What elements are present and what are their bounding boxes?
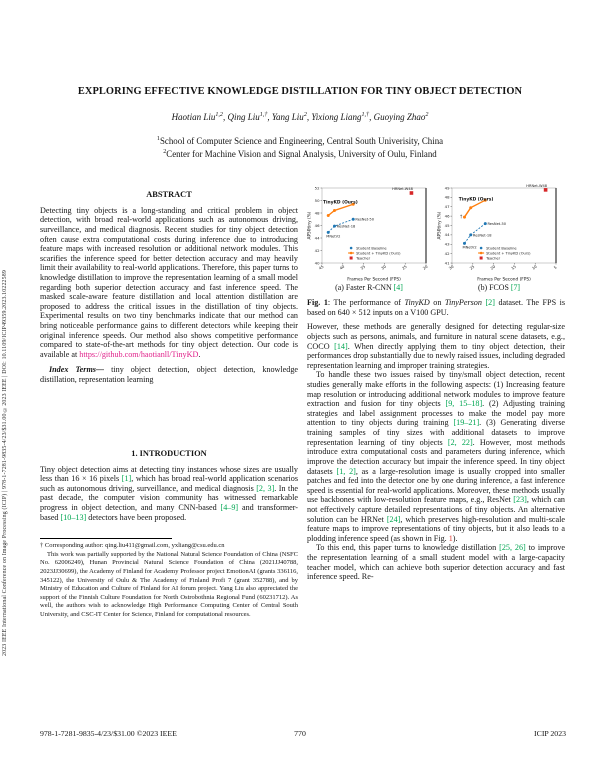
svg-text:47: 47 (444, 203, 450, 209)
chart-fcos (437, 183, 561, 282)
svg-text:46: 46 (444, 213, 450, 219)
svg-text:41: 41 (444, 260, 450, 266)
copyright-notice: 978-1-7281-9835-4/23/$31.00 ©2023 IEEE (40, 729, 177, 738)
affiliations (0, 135, 600, 161)
index-terms: Index Terms— tiny object detection, object detection, knowledge distillation, representation learning (40, 365, 298, 385)
svg-text:30: 30 (447, 263, 455, 271)
paper-header (0, 0, 600, 161)
citation-link[interactable]: [1] (121, 474, 132, 484)
citation-link[interactable]: [24] (386, 514, 401, 524)
citation-link[interactable]: [19–21] (453, 418, 480, 428)
svg-text:20: 20 (489, 263, 497, 271)
citation-link[interactable]: [23] (513, 495, 527, 505)
svg-text:HRNet-W48: HRNet-W48 (392, 186, 413, 191)
citation-link[interactable]: [2, 3] (256, 483, 275, 493)
chart-faster-rcnn (307, 183, 431, 282)
affiliation-1: $^1$School of Computer Science and Engineering, Central South Univerisity, China (156, 136, 444, 146)
figure-1b (437, 183, 561, 292)
author-line: Haotian Liu$^{1,2}$, Qing Liu$^{1,\dagger}$, Yang Liu$^2$, Yixiong Liang$^{1,\dagger}$, Guoying Zhao$^2$ (171, 112, 429, 122)
svg-text:†: † (459, 214, 463, 220)
svg-text:TinyKD (Ours): TinyKD (Ours) (458, 197, 494, 203)
svg-text:42: 42 (444, 250, 450, 256)
svg-text:MNetV2: MNetV2 (462, 245, 477, 250)
svg-text:46: 46 (314, 222, 320, 228)
svg-text:44: 44 (444, 231, 450, 237)
svg-text:ResNet-18: ResNet-18 (472, 233, 492, 238)
right-column (307, 183, 565, 620)
figure-1a (307, 183, 431, 292)
svg-text:45: 45 (444, 222, 450, 228)
left-column (40, 183, 298, 620)
svg-text:43: 43 (444, 241, 450, 247)
svg-text:MNetV2: MNetV2 (326, 234, 341, 239)
citation-link[interactable]: [4–9] (220, 503, 239, 513)
figure-ref-link[interactable]: 1 (448, 533, 453, 543)
body-paragraph: However, these methods are generally designed for detecting regular-size objects such as persons, animals, and furniture in natural scene datasets, e.g., COCO [14]. When directly applying them to tiny object detection, their performances drop substantially due to newly raised issues, including degraded representation learning and improper training strategies. (307, 322, 565, 370)
svg-text:5: 5 (552, 264, 558, 270)
citation-link[interactable]: [4] (393, 282, 403, 292)
svg-text:ResNet-18: ResNet-18 (336, 224, 356, 229)
svg-text:25: 25 (400, 263, 408, 271)
citation-link[interactable]: [9, 15–18] (445, 399, 483, 409)
svg-text:Student Baseline: Student Baseline (356, 246, 387, 251)
svg-text:25: 25 (468, 263, 476, 271)
svg-text:ResNet-50: ResNet-50 (487, 221, 507, 226)
svg-text:44: 44 (314, 235, 320, 241)
svg-text:49: 49 (444, 185, 450, 191)
code-link[interactable]: https://github.com/haotianll/TinyKD (79, 349, 199, 359)
svg-text:20: 20 (421, 263, 429, 271)
svg-text:TinyKD (Ours): TinyKD (Ours) (323, 200, 358, 206)
subcaption-b: (b) FCOS [7] (477, 282, 521, 292)
citation-link[interactable]: [2] (485, 298, 495, 308)
svg-text:ResNet-50: ResNet-50 (355, 217, 375, 222)
figure-1-caption: Fig. 1: The performance of TinyKD on TinyPerson [2] dataset. The FPS is based on 640 × 512 inputs on a V100 GPU. (307, 298, 566, 317)
citation-link[interactable]: [7] (510, 282, 521, 292)
svg-text:Student + TinyKD (Ours): Student + TinyKD (Ours) (356, 251, 401, 256)
footnote-block (40, 538, 298, 619)
citation-link[interactable]: [14] (334, 341, 348, 351)
two-column-body (40, 183, 566, 620)
svg-text:Teacher: Teacher (356, 256, 371, 261)
svg-text:10: 10 (530, 263, 538, 271)
svg-text:52: 52 (314, 185, 320, 191)
subcaption-a: (a) Faster R-CNN [4] (335, 282, 403, 292)
svg-text:Frames Per Second (FPS): Frames Per Second (FPS) (477, 277, 531, 282)
svg-text:50: 50 (314, 197, 320, 203)
ieee-side-strip: 2023 IEEE International Conference on Image Processing (ICIP) | 978-1-7281-9835-4/23/$31.00 ©2023 IEEE | DOI: 10.1109/ICIP49359.2023.10222589 (2, 270, 8, 656)
citation-link[interactable]: [2, 22] (447, 437, 473, 447)
svg-text:Teacher: Teacher (486, 256, 501, 261)
body-paragraph: To this end, this paper turns to knowledge distillation [25, 26] to improve the representation learning of a small student model with a large-capacity teacher model, which can achieve both superior detection accuracy and fast inference speed. Re- (307, 543, 565, 582)
footnote-acknowledgements: This work was partially supported by the National Natural Science Foundation of China (NSFC No. 62006249), Hunan Provincial Natural Science Foundation of China (2021JJ40788, 2023JJ30699), the Academy of Finland for Academy Professor project EmotionAI (grants 336116, 345122), the University of Oulu & The Academy of Finland Profi 7 (grant 352788), and by Ministry of Education and Culture of Finland for AI forum project. Yang Liu also appreciated the support of the Finnish Culture Foundation for North Ostrobothnia Regional Fund (60231712). As well, the authors wish to acknowledge High Performance Computing Center of Central South University, and CSC-IT Center for Science, Finland for computational resources. (40, 550, 298, 618)
footnote-rule (40, 538, 172, 539)
abstract-heading: ABSTRACT (146, 189, 192, 199)
citation-link[interactable]: [1, 2] (336, 466, 356, 476)
svg-text:40: 40 (338, 263, 346, 271)
svg-text:45: 45 (317, 263, 325, 271)
conference-name: ICIP 2023 (534, 729, 566, 738)
svg-text:30: 30 (380, 263, 387, 271)
svg-text:35: 35 (359, 263, 367, 271)
svg-text:HRNet-W48: HRNet-W48 (526, 183, 548, 188)
page-number: 770 (294, 729, 306, 738)
svg-text:Student Baseline: Student Baseline (486, 246, 517, 251)
introduction-paragraph: Tiny object detection aims at detecting tiny instances whose sizes are usually less than 16 × 16 pixels [1], which has broad real-world application scenarios such as autonomous driving, surveillance, and medical diagnosis [2, 3]. In the past decade, the computer vision community has witnessed remarkable progress in object detection, and many CNN-based [4–9] and transformer-based [10–13] detectors have been proposed. (40, 464, 299, 522)
introduction-heading: 1. INTRODUCTION (131, 448, 207, 458)
svg-text:40: 40 (314, 260, 320, 266)
page-title: EXPLORING EFFECTIVE KNOWLEDGE DISTILLATION FOR TINY OBJECT DETECTION (77, 86, 523, 97)
figure-1 (307, 183, 565, 292)
svg-text:AP50tiny (%): AP50tiny (%) (437, 211, 443, 240)
svg-text:48: 48 (314, 210, 320, 216)
svg-text:15: 15 (510, 263, 517, 271)
citation-link[interactable]: [10–13] (60, 512, 87, 522)
footnote-corresponding-author: † Corresponding author: qing.liu411@gmail.com, yxliang@csu.edu.cn (40, 542, 225, 550)
body-paragraph: To handle these two issues raised by tiny/small object detection, recent studies generally make efforts in the following aspects: (1) Increasing feature map resolution or introducing additional network modules to improve feature extraction and fusion for tiny objects [9, 15–18]. (2) Adjusting training strategies and label assignment processes to make the model pay more attention to tiny objects during training [19–21]. (3) Generating diverse training samples of tiny sizes with additional datasets to improve representation learning of tiny objects [2, 22]. However, most methods introduce extra computational costs and parameters during inference, which improve the detection accuracy but impair the inference speed. In tiny object datasets [1, 2], as a large-resolution image is usually cropped into smaller patches and fed into the detector one by one during inference, a fast inference speed is essential for real-world applications. Moreover, these methods usually use backbones with low-resolution feature maps, e.g., ResNet [23], which can not effectively capture detailed representations of tiny objects. An alternative solution can be HRNet [24], which preserves high-resolution and multi-scale feature maps to improve representations of tiny objects, but it also leads to a plodding inference speed (as shown in Fig. 1). (307, 370, 566, 543)
affiliation-2: $^2$Center for Machine Vision and Signal Analysis, University of Oulu, Finland (163, 148, 437, 159)
svg-text:48: 48 (444, 194, 450, 200)
svg-text:42: 42 (314, 247, 320, 253)
abstract-text: Detecting tiny objects is a long-standing and critical problem in object detection, with broad real-world applications such as autonomous driving, surveillance, and medical diagnosis. Recent studies for tiny object detection often cause extra computational costs during inference due to introducing feature maps with increased resolution or additional network modules. This scarifies the inference speed for better detection accuracy and may heavily limit their availability to real-world applications. Therefore, this paper turns to knowledge distillation to improve the representation learning of a small model regarding both superior detection accuracy and fast inference speed. The masked scale-aware feature distillation and local attention distillation are proposed to address the critical issues in the distillation of tiny objects. Experimental results on two tiny benchmarks indicate that our method can bring noticeable performance gains to different detectors while keeping their original inference speeds. Our method also shows competitive performance compared to state-of-the-art methods for tiny object detection. Our code is available at https://github.com/haotianll/TinyKD. (40, 205, 298, 359)
svg-text:AP50tiny (%): AP50tiny (%) (307, 211, 313, 240)
svg-text:Student + TinyKD (Ours): Student + TinyKD (Ours) (486, 251, 531, 256)
svg-text:Frames Per Second (FPS): Frames Per Second (FPS) (347, 277, 401, 282)
citation-link[interactable]: [25, 26] (499, 543, 526, 553)
